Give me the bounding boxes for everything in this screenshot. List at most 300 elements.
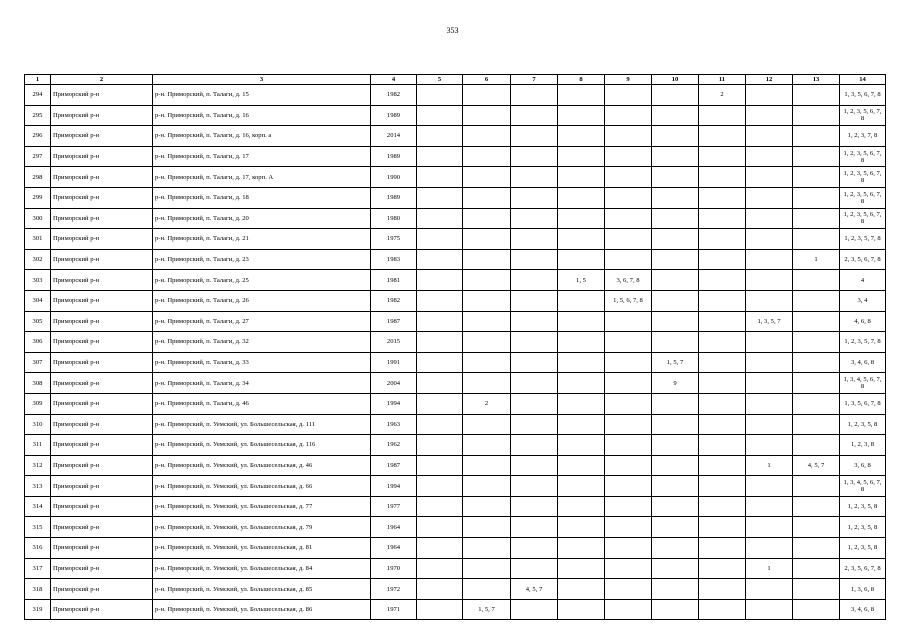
cell-col-5: [417, 85, 463, 106]
cell-col-9: [605, 146, 652, 167]
cell-col-7: [511, 538, 558, 559]
column-header-1: 1: [25, 75, 51, 85]
cell-col-12: [746, 105, 793, 126]
cell-col-1: 300: [25, 208, 51, 229]
cell-col-1: 314: [25, 496, 51, 517]
cell-col-1: 297: [25, 146, 51, 167]
cell-col-7: [511, 85, 558, 106]
cell-col-13: [793, 414, 840, 435]
cell-col-14: 3, 4, 6, 8: [840, 352, 886, 373]
cell-col-2: Приморский р-н: [51, 496, 153, 517]
cell-col-7: [511, 208, 558, 229]
cell-col-7: [511, 311, 558, 332]
cell-col-10: [652, 270, 699, 291]
cell-col-7: [511, 352, 558, 373]
cell-col-2: Приморский р-н: [51, 290, 153, 311]
register-table: [24, 74, 886, 620]
column-header-11: 11: [699, 75, 746, 85]
cell-col-13: [793, 517, 840, 538]
cell-col-5: [417, 290, 463, 311]
cell-col-10: [652, 538, 699, 559]
table-row: [25, 352, 886, 373]
cell-col-1: 299: [25, 187, 51, 208]
cell-col-10: [652, 332, 699, 353]
cell-col-8: [558, 126, 605, 147]
cell-col-12: [746, 579, 793, 600]
cell-col-6: 2: [463, 393, 511, 414]
cell-col-5: [417, 126, 463, 147]
cell-col-11: [699, 435, 746, 456]
cell-col-7: [511, 435, 558, 456]
cell-col-4: 2014: [371, 126, 417, 147]
cell-col-6: [463, 290, 511, 311]
table-row: [25, 579, 886, 600]
cell-col-4: 1981: [371, 270, 417, 291]
cell-col-2: Приморский р-н: [51, 579, 153, 600]
table-row: [25, 599, 886, 620]
cell-col-11: [699, 517, 746, 538]
cell-col-1: 294: [25, 85, 51, 106]
cell-col-13: [793, 208, 840, 229]
cell-col-14: 1, 2, 3, 5, 6, 7, 8: [840, 146, 886, 167]
cell-col-4: 1982: [371, 290, 417, 311]
cell-col-4: 1977: [371, 496, 417, 517]
cell-col-9: [605, 208, 652, 229]
cell-col-8: [558, 517, 605, 538]
cell-col-13: 4, 5, 7: [793, 455, 840, 476]
cell-col-3: р-н. Приморский, п. Талаги, д. 34: [153, 373, 371, 394]
cell-col-8: [558, 352, 605, 373]
cell-col-14: 3, 6, 8: [840, 455, 886, 476]
cell-col-1: 310: [25, 414, 51, 435]
cell-col-1: 302: [25, 249, 51, 270]
cell-col-5: [417, 455, 463, 476]
column-header-5: 5: [417, 75, 463, 85]
table-row: [25, 270, 886, 291]
table-row: [25, 311, 886, 332]
cell-col-9: [605, 558, 652, 579]
cell-col-3: р-н. Приморский, п. Уемский, ул. Большесельская, д. 85: [153, 579, 371, 600]
cell-col-4: 1987: [371, 455, 417, 476]
column-header-14: 14: [840, 75, 886, 85]
cell-col-1: 311: [25, 435, 51, 456]
cell-col-13: 1: [793, 249, 840, 270]
cell-col-14: 1, 3, 4, 5, 6, 7, 8: [840, 476, 886, 497]
cell-col-7: [511, 496, 558, 517]
cell-col-12: [746, 270, 793, 291]
cell-col-6: [463, 496, 511, 517]
cell-col-9: [605, 352, 652, 373]
cell-col-13: [793, 270, 840, 291]
cell-col-2: Приморский р-н: [51, 517, 153, 538]
cell-col-14: 1, 2, 3, 5, 7, 8: [840, 332, 886, 353]
cell-col-5: [417, 229, 463, 250]
cell-col-10: [652, 414, 699, 435]
cell-col-9: [605, 393, 652, 414]
cell-col-11: [699, 538, 746, 559]
cell-col-9: 1, 5, 6, 7, 8: [605, 290, 652, 311]
cell-col-13: [793, 373, 840, 394]
cell-col-5: [417, 517, 463, 538]
cell-col-7: [511, 290, 558, 311]
cell-col-10: [652, 105, 699, 126]
column-header-10: 10: [652, 75, 699, 85]
cell-col-13: [793, 229, 840, 250]
cell-col-5: [417, 393, 463, 414]
cell-col-9: [605, 167, 652, 188]
cell-col-14: 1, 2, 3, 5, 8: [840, 538, 886, 559]
table-row: [25, 126, 886, 147]
cell-col-8: [558, 167, 605, 188]
cell-col-13: [793, 126, 840, 147]
cell-col-1: 296: [25, 126, 51, 147]
cell-col-13: [793, 187, 840, 208]
cell-col-9: [605, 332, 652, 353]
cell-col-12: [746, 290, 793, 311]
cell-col-8: [558, 414, 605, 435]
cell-col-8: [558, 187, 605, 208]
cell-col-13: [793, 105, 840, 126]
cell-col-3: р-н. Приморский, п. Талаги, д. 25: [153, 270, 371, 291]
cell-col-5: [417, 373, 463, 394]
cell-col-10: [652, 476, 699, 497]
cell-col-10: [652, 435, 699, 456]
cell-col-8: [558, 85, 605, 106]
cell-col-1: 295: [25, 105, 51, 126]
cell-col-12: [746, 229, 793, 250]
cell-col-3: р-н. Приморский, п. Талаги, д. 17, корп. А: [153, 167, 371, 188]
cell-col-1: 317: [25, 558, 51, 579]
cell-col-2: Приморский р-н: [51, 373, 153, 394]
cell-col-10: [652, 496, 699, 517]
cell-col-6: 1, 5, 7: [463, 599, 511, 620]
cell-col-8: [558, 579, 605, 600]
table-row: [25, 414, 886, 435]
cell-col-5: [417, 352, 463, 373]
cell-col-6: [463, 517, 511, 538]
cell-col-6: [463, 187, 511, 208]
cell-col-2: Приморский р-н: [51, 558, 153, 579]
column-header-7: 7: [511, 75, 558, 85]
cell-col-10: [652, 187, 699, 208]
cell-col-14: 1, 2, 3, 5, 6, 7, 8: [840, 105, 886, 126]
cell-col-12: [746, 187, 793, 208]
cell-col-8: [558, 208, 605, 229]
cell-col-8: [558, 455, 605, 476]
cell-col-2: Приморский р-н: [51, 476, 153, 497]
cell-col-2: Приморский р-н: [51, 599, 153, 620]
cell-col-11: [699, 476, 746, 497]
cell-col-5: [417, 270, 463, 291]
cell-col-8: [558, 332, 605, 353]
cell-col-3: р-н. Приморский, п. Талаги, д. 16: [153, 105, 371, 126]
cell-col-2: Приморский р-н: [51, 229, 153, 250]
cell-col-14: 1, 3, 5, 6, 7, 8: [840, 85, 886, 106]
cell-col-9: [605, 435, 652, 456]
cell-col-12: [746, 146, 793, 167]
cell-col-12: [746, 126, 793, 147]
cell-col-12: [746, 332, 793, 353]
cell-col-7: [511, 229, 558, 250]
cell-col-12: [746, 517, 793, 538]
cell-col-11: [699, 373, 746, 394]
cell-col-4: 1982: [371, 85, 417, 106]
cell-col-8: [558, 538, 605, 559]
cell-col-14: 2, 3, 5, 6, 7, 8: [840, 558, 886, 579]
cell-col-11: [699, 393, 746, 414]
cell-col-11: [699, 332, 746, 353]
cell-col-3: р-н. Приморский, п. Уемский, ул. Большесельская, д. 77: [153, 496, 371, 517]
cell-col-3: р-н. Приморский, п. Уемский, ул. Большесельская, д. 84: [153, 558, 371, 579]
cell-col-12: 1: [746, 455, 793, 476]
cell-col-7: [511, 476, 558, 497]
column-header-3: 3: [153, 75, 371, 85]
cell-col-7: [511, 558, 558, 579]
cell-col-9: [605, 85, 652, 106]
header-row: [25, 75, 886, 85]
cell-col-12: [746, 476, 793, 497]
table-row: [25, 105, 886, 126]
cell-col-12: [746, 496, 793, 517]
cell-col-11: [699, 126, 746, 147]
cell-col-8: [558, 290, 605, 311]
cell-col-7: [511, 126, 558, 147]
cell-col-4: 1989: [371, 105, 417, 126]
cell-col-8: [558, 393, 605, 414]
cell-col-6: [463, 455, 511, 476]
cell-col-12: [746, 208, 793, 229]
cell-col-5: [417, 249, 463, 270]
table-row: [25, 455, 886, 476]
cell-col-2: Приморский р-н: [51, 414, 153, 435]
table-row: [25, 373, 886, 394]
cell-col-5: [417, 187, 463, 208]
cell-col-10: [652, 85, 699, 106]
cell-col-6: [463, 146, 511, 167]
cell-col-6: [463, 126, 511, 147]
cell-col-4: 1971: [371, 599, 417, 620]
cell-col-10: [652, 146, 699, 167]
cell-col-7: [511, 146, 558, 167]
cell-col-14: 1, 2, 3, 5, 8: [840, 414, 886, 435]
cell-col-14: 1, 2, 3, 7, 8: [840, 126, 886, 147]
cell-col-11: [699, 558, 746, 579]
cell-col-10: [652, 393, 699, 414]
cell-col-2: Приморский р-н: [51, 332, 153, 353]
cell-col-10: [652, 167, 699, 188]
cell-col-1: 313: [25, 476, 51, 497]
cell-col-14: 1, 2, 3, 8: [840, 435, 886, 456]
cell-col-11: [699, 167, 746, 188]
cell-col-9: [605, 538, 652, 559]
cell-col-3: р-н. Приморский, п. Уемский, ул. Большесельская, д. 116: [153, 435, 371, 456]
cell-col-10: [652, 517, 699, 538]
cell-col-3: р-н. Приморский, п. Уемский, ул. Большесельская, д. 111: [153, 414, 371, 435]
table-row: [25, 558, 886, 579]
column-header-6: 6: [463, 75, 511, 85]
cell-col-11: [699, 249, 746, 270]
cell-col-8: [558, 558, 605, 579]
cell-col-10: [652, 599, 699, 620]
cell-col-10: [652, 455, 699, 476]
cell-col-13: [793, 332, 840, 353]
cell-col-1: 308: [25, 373, 51, 394]
cell-col-1: 309: [25, 393, 51, 414]
cell-col-5: [417, 476, 463, 497]
cell-col-5: [417, 538, 463, 559]
cell-col-8: [558, 496, 605, 517]
cell-col-6: [463, 579, 511, 600]
cell-col-7: [511, 167, 558, 188]
cell-col-14: 1, 2, 3, 5, 6, 7, 8: [840, 208, 886, 229]
cell-col-2: Приморский р-н: [51, 85, 153, 106]
cell-col-4: 1964: [371, 517, 417, 538]
cell-col-13: [793, 85, 840, 106]
cell-col-10: [652, 126, 699, 147]
cell-col-4: 1994: [371, 393, 417, 414]
cell-col-5: [417, 558, 463, 579]
cell-col-9: [605, 476, 652, 497]
column-header-13: 13: [793, 75, 840, 85]
cell-col-14: 2, 3, 5, 6, 7, 8: [840, 249, 886, 270]
cell-col-7: 4, 5, 7: [511, 579, 558, 600]
cell-col-14: 1, 2, 3, 5, 8: [840, 517, 886, 538]
cell-col-7: [511, 517, 558, 538]
cell-col-8: [558, 435, 605, 456]
cell-col-2: Приморский р-н: [51, 249, 153, 270]
cell-col-11: [699, 208, 746, 229]
cell-col-2: Приморский р-н: [51, 538, 153, 559]
cell-col-5: [417, 414, 463, 435]
cell-col-2: Приморский р-н: [51, 311, 153, 332]
cell-col-2: Приморский р-н: [51, 393, 153, 414]
cell-col-13: [793, 167, 840, 188]
cell-col-10: [652, 249, 699, 270]
cell-col-13: [793, 579, 840, 600]
table-row: [25, 208, 886, 229]
cell-col-3: р-н. Приморский, п. Уемский, ул. Большесельская, д. 46: [153, 455, 371, 476]
cell-col-9: [605, 517, 652, 538]
cell-col-9: [605, 579, 652, 600]
cell-col-5: [417, 599, 463, 620]
cell-col-6: [463, 476, 511, 497]
cell-col-9: [605, 187, 652, 208]
cell-col-1: 304: [25, 290, 51, 311]
cell-col-3: р-н. Приморский, п. Талаги, д. 20: [153, 208, 371, 229]
cell-col-13: [793, 538, 840, 559]
cell-col-2: Приморский р-н: [51, 105, 153, 126]
cell-col-8: [558, 599, 605, 620]
cell-col-8: [558, 105, 605, 126]
cell-col-9: [605, 311, 652, 332]
cell-col-6: [463, 249, 511, 270]
cell-col-4: 2015: [371, 332, 417, 353]
cell-col-13: [793, 496, 840, 517]
cell-col-11: 2: [699, 85, 746, 106]
table-row: [25, 476, 886, 497]
cell-col-7: [511, 332, 558, 353]
cell-col-4: 1963: [371, 414, 417, 435]
cell-col-12: 1, 3, 5, 7: [746, 311, 793, 332]
cell-col-3: р-н. Приморский, п. Талаги, д. 18: [153, 187, 371, 208]
cell-col-6: [463, 85, 511, 106]
cell-col-14: 1, 2, 3, 5, 8: [840, 496, 886, 517]
cell-col-6: [463, 435, 511, 456]
cell-col-1: 298: [25, 167, 51, 188]
cell-col-3: р-н. Приморский, п. Уемский, ул. Большесельская, д. 86: [153, 599, 371, 620]
column-header-4: 4: [371, 75, 417, 85]
cell-col-4: 1991: [371, 352, 417, 373]
cell-col-5: [417, 167, 463, 188]
cell-col-12: 1: [746, 558, 793, 579]
table-row: [25, 187, 886, 208]
cell-col-7: [511, 270, 558, 291]
cell-col-12: [746, 352, 793, 373]
cell-col-2: Приморский р-н: [51, 270, 153, 291]
cell-col-11: [699, 229, 746, 250]
cell-col-11: [699, 599, 746, 620]
cell-col-11: [699, 455, 746, 476]
table-row: [25, 393, 886, 414]
cell-col-5: [417, 311, 463, 332]
cell-col-14: 1, 3, 5, 6, 7, 8: [840, 393, 886, 414]
cell-col-2: Приморский р-н: [51, 167, 153, 188]
cell-col-9: [605, 455, 652, 476]
cell-col-14: 3, 4, 6, 8: [840, 599, 886, 620]
cell-col-8: [558, 311, 605, 332]
cell-col-6: [463, 229, 511, 250]
cell-col-14: 3, 4: [840, 290, 886, 311]
cell-col-5: [417, 332, 463, 353]
cell-col-5: [417, 146, 463, 167]
cell-col-6: [463, 373, 511, 394]
cell-col-12: [746, 414, 793, 435]
cell-col-5: [417, 496, 463, 517]
table-row: [25, 496, 886, 517]
cell-col-12: [746, 538, 793, 559]
cell-col-12: [746, 85, 793, 106]
cell-col-4: 2004: [371, 373, 417, 394]
page-number: 353: [446, 26, 459, 35]
table-row: [25, 517, 886, 538]
cell-col-11: [699, 352, 746, 373]
cell-col-3: р-н. Приморский, п. Талаги, д. 23: [153, 249, 371, 270]
cell-col-3: р-н. Приморский, п. Уемский, ул. Большесельская, д. 81: [153, 538, 371, 559]
cell-col-10: [652, 311, 699, 332]
cell-col-6: [463, 414, 511, 435]
cell-col-1: 303: [25, 270, 51, 291]
cell-col-3: р-н. Приморский, п. Талаги, д. 15: [153, 85, 371, 106]
cell-col-8: 1, 5: [558, 270, 605, 291]
cell-col-9: [605, 373, 652, 394]
cell-col-13: [793, 311, 840, 332]
cell-col-12: [746, 249, 793, 270]
cell-col-14: 1, 2, 3, 5, 6, 7, 8: [840, 167, 886, 188]
cell-col-11: [699, 290, 746, 311]
table-row: [25, 249, 886, 270]
cell-col-1: 301: [25, 229, 51, 250]
cell-col-4: 1989: [371, 146, 417, 167]
table-row: [25, 229, 886, 250]
cell-col-7: [511, 599, 558, 620]
cell-col-6: [463, 538, 511, 559]
cell-col-12: [746, 167, 793, 188]
cell-col-2: Приморский р-н: [51, 187, 153, 208]
cell-col-9: [605, 249, 652, 270]
cell-col-12: [746, 435, 793, 456]
cell-col-13: [793, 558, 840, 579]
cell-col-10: [652, 579, 699, 600]
